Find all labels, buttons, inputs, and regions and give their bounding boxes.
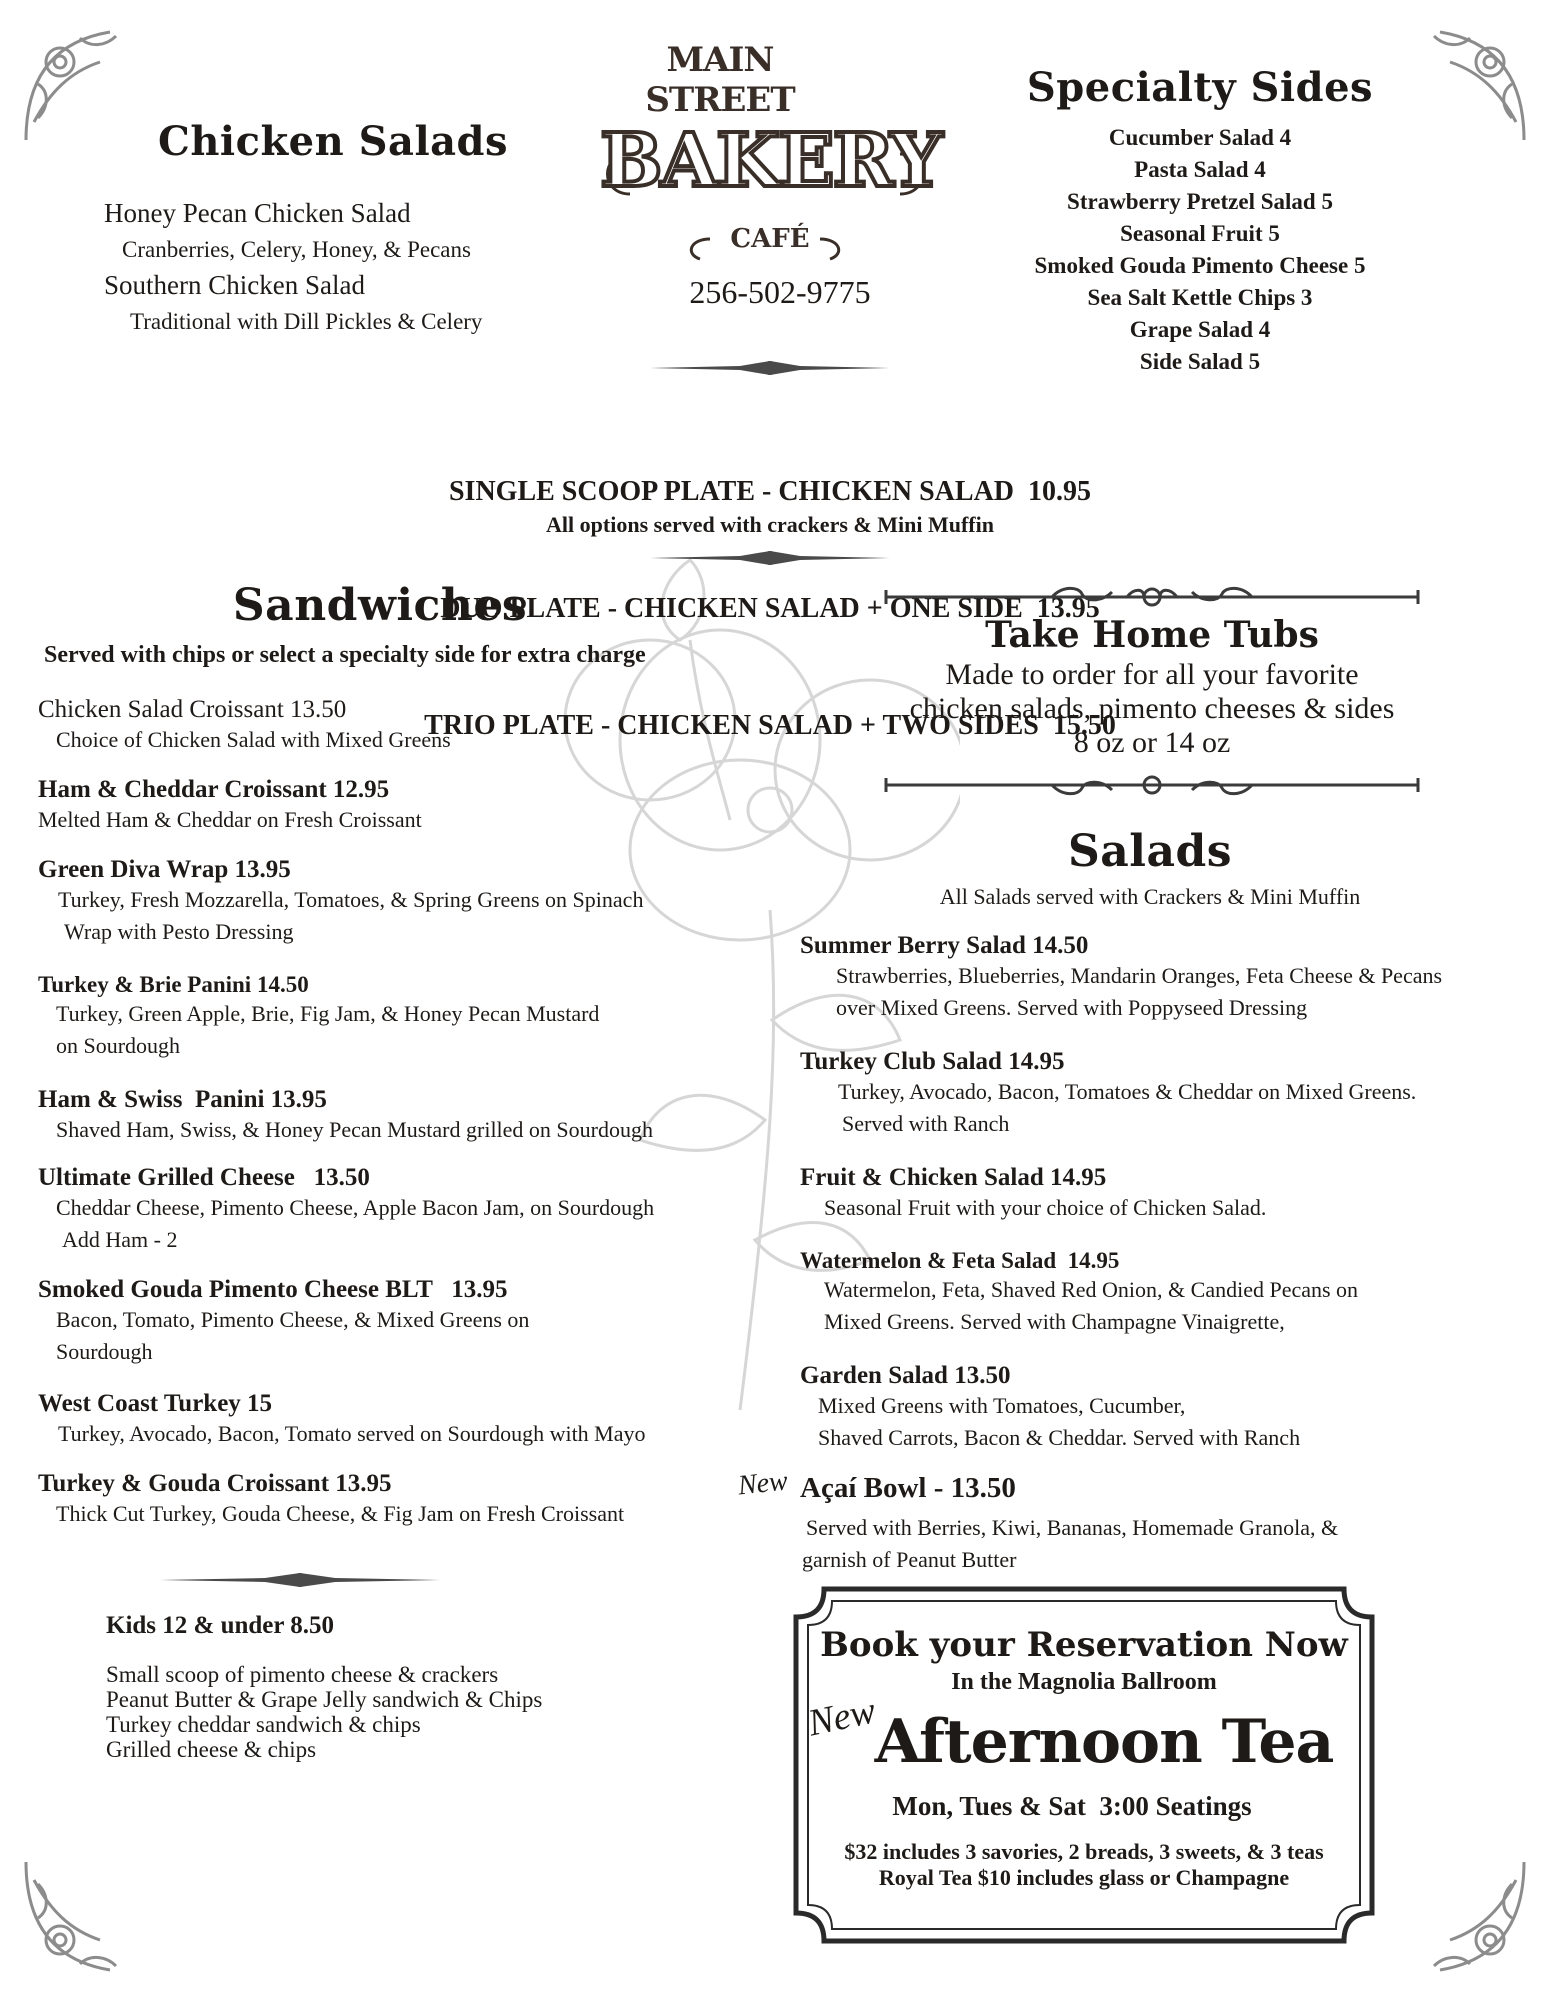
kids-item: Turkey cheddar sandwich & chips	[106, 1712, 421, 1737]
kids-list	[106, 1662, 542, 1762]
chicken-salad-item-desc: Traditional with Dill Pickles & Celery	[130, 309, 483, 334]
sandwich-desc: on Sourdough	[56, 1033, 181, 1058]
take-home-line: Made to order for all your favorite	[945, 658, 1359, 691]
sandwiches-title: Sandwiches	[232, 580, 528, 631]
salad-desc: Seasonal Fruit with your choice of Chicken Salad.	[824, 1195, 1267, 1220]
logo-main-text: BAKERY	[600, 118, 941, 204]
specialty-side-item: Cucumber Salad 4	[1108, 125, 1292, 150]
take-home-line: chicken salads, pimento cheeses & sides	[909, 692, 1395, 725]
salad-desc: Mixed Greens. Served with Champagne Vinaigrette,	[824, 1309, 1285, 1334]
corner-ornament-bottom-left	[20, 1860, 140, 1980]
specialty-side-item: Sea Salt Kettle Chips 3	[1087, 285, 1313, 310]
kids-item: Peanut Butter & Grape Jelly sandwich & Chips	[106, 1687, 543, 1712]
corner-ornament-top-right	[1410, 22, 1530, 142]
salad-name: Fruit & Chicken Salad 14.95	[800, 1164, 1107, 1191]
sandwich-item	[38, 856, 643, 948]
specialty-side-item: Grape Salad 4	[1129, 317, 1271, 342]
divider-ornament	[650, 548, 890, 568]
tea-schedule: Mon, Tues & Sat 3:00 Seatings	[892, 1791, 1252, 1821]
divider-ornament	[650, 358, 890, 378]
sandwich-name: Smoked Gouda Pimento Cheese BLT 13.95	[38, 1276, 508, 1303]
afternoon-tea-panel	[792, 1585, 1376, 1945]
salad-name: Watermelon & Feta Salad 14.95	[800, 1248, 1120, 1273]
sandwich-item	[38, 1470, 624, 1530]
sandwich-desc: Turkey, Green Apple, Brie, Fig Jam, & Honey Pecan Mustard	[56, 1001, 600, 1026]
kids-item: Small scoop of pimento cheese & crackers	[106, 1662, 499, 1687]
tea-royal: Royal Tea $10 includes glass or Champagne	[878, 1865, 1290, 1890]
acai-desc-line: Served with Berries, Kiwi, Bananas, Homemade Granola, &	[806, 1515, 1339, 1540]
divider-flourish	[882, 772, 1422, 798]
salad-desc: Turkey, Avocado, Bacon, Tomatoes & Cheddar on Mixed Greens.	[838, 1079, 1417, 1104]
salad-item	[800, 1048, 1416, 1140]
salad-item	[800, 932, 1442, 1024]
sandwich-item	[38, 696, 451, 756]
salads-subtitle: All Salads served with Crackers & Mini Muffin	[939, 884, 1361, 909]
sandwich-desc: Choice of Chicken Salad with Mixed Greens	[56, 727, 451, 752]
specialty-side-item: Smoked Gouda Pimento Cheese 5	[1034, 253, 1366, 278]
tea-subheading: In the Magnolia Ballroom	[951, 1669, 1217, 1695]
new-tag: New	[736, 1465, 790, 1502]
tea-heading: Book your Reservation Now	[820, 1625, 1348, 1665]
chicken-salads-title: Chicken Salads	[158, 118, 509, 165]
sandwich-desc: Turkey, Fresh Mozzarella, Tomatoes, & Spring Greens on Spinach	[58, 887, 644, 912]
sandwich-name: Turkey & Brie Panini 14.50	[38, 972, 309, 997]
salad-desc: Strawberries, Blueberries, Mandarin Oranges, Feta Cheese & Pecans	[836, 963, 1443, 988]
specialty-side-item: Strawberry Pretzel Salad 5	[1067, 189, 1333, 214]
chicken-salad-item-desc: Cranberries, Celery, Honey, & Pecans	[122, 237, 471, 262]
divider-ornament	[160, 1570, 440, 1590]
salad-item	[800, 1362, 1300, 1454]
salad-item	[800, 1248, 1358, 1338]
sandwich-item	[38, 1086, 653, 1146]
sandwich-name: Green Diva Wrap 13.95	[38, 856, 291, 883]
acai-bowl-name: Açaí Bowl - 13.50	[800, 1472, 1016, 1504]
salad-name: Summer Berry Salad 14.50	[800, 932, 1089, 959]
chicken-salad-item-name: Honey Pecan Chicken Salad	[104, 198, 411, 228]
tea-title: Afternoon Tea	[874, 1707, 1334, 1777]
specialty-sides-list	[1000, 122, 1400, 378]
take-home-line: 8 oz or 14 oz	[1073, 726, 1231, 759]
salad-desc: Watermelon, Feta, Shaved Red Onion, & Candied Pecans on	[824, 1277, 1359, 1302]
specialty-side-item: Pasta Salad 4	[1134, 157, 1266, 182]
salad-desc: Mixed Greens with Tomatoes, Cucumber,	[818, 1393, 1186, 1418]
phone-number: 256-502-9775	[689, 274, 871, 310]
sandwich-desc: Melted Ham & Cheddar on Fresh Croissant	[38, 807, 422, 832]
sandwich-item	[38, 776, 422, 836]
tea-price: $32 includes 3 savories, 2 breads, 3 sweets, & 3 teas	[844, 1839, 1324, 1864]
plate-option: SINGLE SCOOP PLATE - CHICKEN SALAD 10.95	[448, 476, 1092, 507]
sandwich-desc: Sourdough	[56, 1339, 153, 1364]
sandwich-name: West Coast Turkey 15	[38, 1390, 273, 1417]
sandwich-name: Chicken Salad Croissant 13.50	[38, 696, 347, 723]
corner-ornament-top-left	[20, 22, 140, 142]
salad-name: Turkey Club Salad 14.95	[800, 1048, 1065, 1075]
sandwich-desc: Shaved Ham, Swiss, & Honey Pecan Mustard grilled on Sourdough	[56, 1117, 653, 1142]
sandwich-name: Ham & Swiss Panini 13.95	[38, 1086, 327, 1113]
sandwich-item	[38, 1276, 529, 1368]
sandwich-desc: Add Ham - 2	[62, 1227, 178, 1252]
salad-desc: over Mixed Greens. Served with Poppyseed Dressing	[836, 995, 1308, 1020]
sandwich-desc: Turkey, Avocado, Bacon, Tomato served on Sourdough with Mayo	[58, 1421, 646, 1446]
salad-name: Garden Salad 13.50	[800, 1362, 1011, 1389]
specialty-side-item: Side Salad 5	[1139, 349, 1261, 374]
take-home-title: Take Home Tubs	[985, 614, 1319, 656]
logo-sub-text: CAFÉ	[730, 224, 810, 254]
salads-title: Salads	[1067, 826, 1233, 877]
sandwich-desc: Cheddar Cheese, Pimento Cheese, Apple Bacon Jam, on Sourdough	[56, 1195, 655, 1220]
acai-desc-line: garnish of Peanut Butter	[802, 1547, 1017, 1572]
tea-new-tag: New	[804, 1689, 880, 1745]
salad-item	[800, 1164, 1266, 1224]
sandwich-item	[38, 1390, 646, 1450]
divider-flourish	[882, 584, 1422, 610]
sandwich-name: Turkey & Gouda Croissant 13.95	[38, 1470, 392, 1497]
sandwich-desc: Thick Cut Turkey, Gouda Cheese, & Fig Jam on Fresh Croissant	[56, 1501, 625, 1526]
sandwiches-subtitle: Served with chips or select a specialty side for extra charge	[44, 642, 646, 668]
salad-desc: Served with Ranch	[842, 1111, 1010, 1136]
acai-bowl-desc	[802, 1512, 1338, 1576]
sandwich-item	[38, 972, 599, 1062]
logo-top-text: MAIN STREET	[645, 40, 795, 120]
sandwich-desc: Wrap with Pesto Dressing	[64, 919, 294, 944]
plate-option: TRIO PLATE - CHICKEN SALAD + TWO SIDES 15.50	[424, 710, 1116, 741]
corner-ornament-bottom-right	[1410, 1860, 1530, 1980]
sandwich-name: Ultimate Grilled Cheese 13.50	[38, 1164, 370, 1191]
sandwich-desc: Bacon, Tomato, Pimento Cheese, & Mixed Greens on	[56, 1307, 530, 1332]
salad-desc: Shaved Carrots, Bacon & Cheddar. Served with Ranch	[818, 1425, 1301, 1450]
plate-option: DUO PLATE - CHICKEN SALAD + ONE SIDE 13.95	[440, 593, 1100, 624]
chicken-salad-item-name: Southern Chicken Salad	[104, 270, 365, 300]
bakery-logo	[590, 34, 940, 274]
specialty-sides-title: Specialty Sides	[1026, 64, 1374, 111]
take-home-lines	[882, 658, 1422, 760]
specialty-side-item: Seasonal Fruit 5	[1120, 221, 1280, 246]
plates-note: All options served with crackers & Mini Muffin	[546, 512, 994, 537]
sandwich-item	[38, 1164, 654, 1256]
kids-title: Kids 12 & under 8.50	[106, 1612, 335, 1639]
sandwich-name: Ham & Cheddar Croissant 12.95	[38, 776, 390, 803]
kids-item: Grilled cheese & chips	[106, 1737, 317, 1762]
